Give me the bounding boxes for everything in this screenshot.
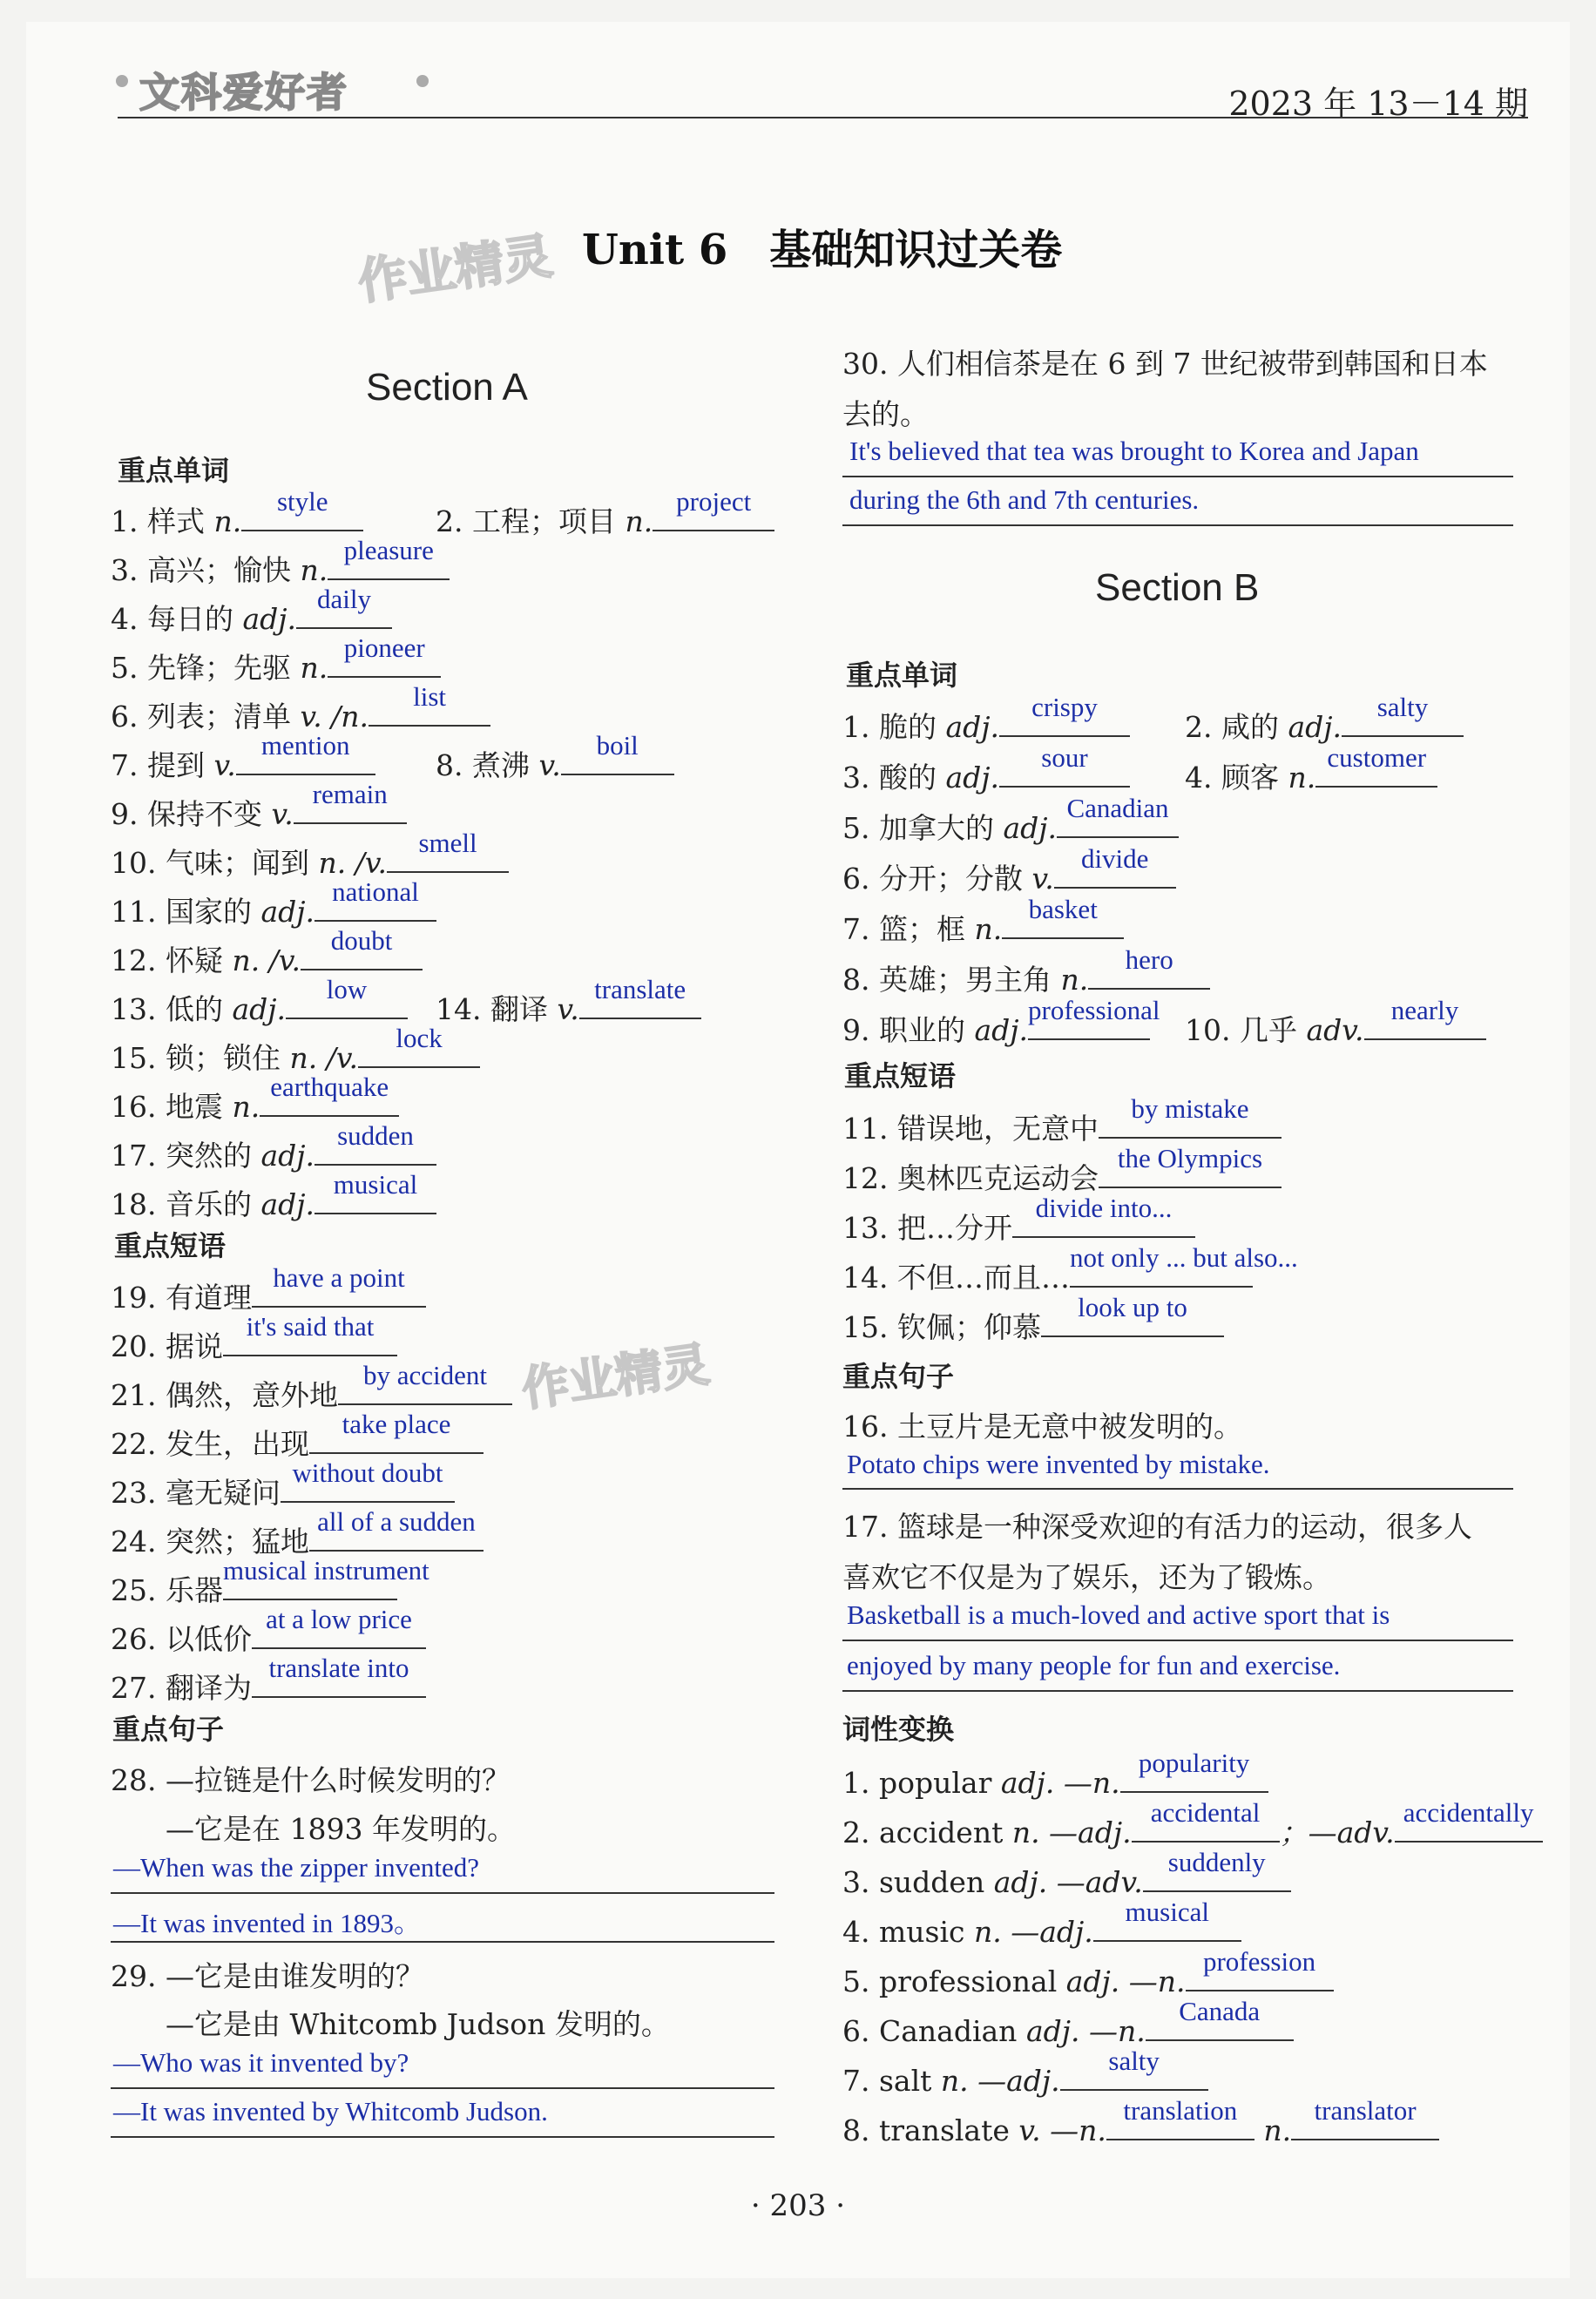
answer-text: salty (1108, 2045, 1160, 2076)
section-a-heading: Section A (366, 366, 528, 409)
part-of-speech: adj. —n. (1000, 1766, 1120, 1800)
part-of-speech: adj. (945, 761, 999, 795)
answer-text: suddenly (1167, 1847, 1266, 1877)
item-prompt: 3. sudden (842, 1865, 994, 1899)
word-item-a (111, 876, 436, 930)
word-form-item (842, 1946, 1334, 1998)
answer-line (842, 524, 1513, 526)
answer-text: pleasure (343, 535, 434, 565)
header-issue: 2023 年 13－14 期 (1228, 85, 1528, 123)
item-prompt: 24. 突然；猛地 (111, 1525, 309, 1559)
item-prompt: 2. 咸的 (1185, 710, 1288, 744)
answer-blank[interactable] (236, 730, 375, 775)
item-prompt: 9. 职业的 (842, 1013, 975, 1047)
word-item-a (111, 779, 407, 833)
answer-text: daily (317, 584, 371, 614)
answer-text: not only ... but also... (1069, 1242, 1298, 1273)
part-of-speech: adj. (974, 1013, 1028, 1047)
item-prompt: 7. salt (842, 2064, 941, 2098)
answer-blank[interactable] (1028, 995, 1160, 1040)
page-number: · 203 · (750, 2188, 846, 2223)
word-item-a (111, 535, 450, 589)
part-of-speech: n. /v. (289, 1041, 359, 1075)
answer-text: translate (594, 974, 686, 1004)
answer-blank[interactable] (1186, 1946, 1334, 1991)
answer-text: sour (1041, 742, 1088, 773)
word-item-a (111, 730, 375, 784)
answer-blank[interactable] (314, 1120, 436, 1166)
phrase-item-a (111, 1555, 429, 1609)
phrase-item-a (111, 1262, 426, 1316)
answer-text: low (326, 974, 368, 1004)
item-prompt: 20. 据说 (111, 1329, 223, 1363)
part-of-speech: n. —adj. (940, 2064, 1060, 2098)
answer-blank[interactable] (222, 1555, 429, 1600)
phrase-item-b (842, 1093, 1282, 1147)
word-item-a (111, 1023, 480, 1077)
answer-text: divide (1080, 843, 1149, 874)
answer-line (111, 2087, 774, 2089)
item-prompt: 3. 高兴；愉快 (111, 553, 301, 587)
answer-text: pioneer (343, 632, 425, 663)
word-form-item (842, 2045, 1208, 2098)
q28-answer-cn: —它是在 1893 年发明的。 (166, 1812, 516, 1846)
answer-blank[interactable] (653, 486, 774, 531)
answer-blank[interactable] (358, 1023, 480, 1068)
item-prompt: 1. 样式 (111, 504, 214, 538)
answer-line (842, 476, 1513, 477)
answer-blank[interactable] (387, 828, 509, 873)
answer-text: musical instrument (222, 1555, 429, 1586)
header-dot (116, 75, 128, 87)
q30-answer-2: during the 6th and 7th centuries. (849, 484, 1200, 515)
answer-text: musical (333, 1169, 418, 1200)
item-prompt: 11. 错误地，无意中 (842, 1112, 1099, 1146)
q16-answer: Potato chips were invented by mistake. (847, 1449, 1270, 1479)
part-of-speech: v. (271, 797, 294, 831)
part-of-speech: adj. (260, 1139, 314, 1173)
item-prompt: 4. 每日的 (111, 602, 243, 636)
phrase-item-a (111, 1311, 397, 1365)
answer-text: smell (418, 828, 477, 858)
part-of-speech: v. —n. (1018, 2113, 1106, 2147)
answer-blank[interactable] (1146, 1996, 1294, 2041)
words-heading-b: 重点单词 (846, 659, 958, 692)
answer-text: style (276, 486, 328, 517)
answer-blank[interactable] (241, 486, 363, 531)
part-of-speech: adj. —n. (1025, 2014, 1146, 2048)
part-of-speech: n. /v. (318, 846, 388, 880)
item-prompt: 10. 气味；闻到 (111, 846, 319, 880)
phrase-item-b (842, 1143, 1282, 1197)
item-prompt: 14. 翻译 (436, 992, 558, 1026)
answer-blank[interactable] (1395, 1797, 1543, 1843)
part-of-speech: adj. (945, 710, 999, 744)
answer-text: nearly (1390, 995, 1459, 1025)
phrase-item-a (111, 1506, 484, 1560)
answer-blank[interactable] (252, 1653, 426, 1698)
answer-text: take place (342, 1409, 451, 1439)
item-prompt: 25. 乐器 (111, 1573, 223, 1607)
answer-text: national (332, 876, 419, 907)
phrases-heading-a: 重点短语 (114, 1229, 227, 1262)
item-prompt: 8. 英雄；男主角 (842, 963, 1061, 997)
answer-line (111, 2136, 774, 2138)
answer-blank[interactable] (1106, 2095, 1254, 2140)
word-item-b (842, 894, 1124, 948)
answer-text: boil (596, 730, 639, 761)
header-logo: 文科爱好者 (139, 69, 348, 116)
watermark: 作业精灵 (355, 227, 557, 312)
answer-blank[interactable] (281, 1457, 455, 1503)
item-prompt: 18. 音乐的 (111, 1187, 261, 1221)
phrase-item-a (111, 1360, 512, 1414)
separator: n. (1254, 2113, 1292, 2147)
item-prompt: 14. 不但…而且… (842, 1261, 1070, 1295)
part-of-speech: v. (538, 748, 561, 782)
word-item-a (111, 828, 509, 882)
separator: ；—adv. (1279, 1816, 1395, 1849)
item-prompt: 4. music (842, 1915, 974, 1949)
answer-blank[interactable] (1342, 692, 1464, 737)
item-prompt: 7. 篮；框 (842, 912, 975, 946)
item-prompt: 26. 以低价 (111, 1622, 252, 1656)
words-heading-a: 重点单词 (118, 454, 230, 487)
word-item-b (1185, 742, 1437, 796)
item-prompt: 6. Canadian (842, 2014, 1026, 2048)
answer-line (842, 1488, 1513, 1490)
item-prompt: 7. 提到 (111, 748, 214, 782)
word-form-item (842, 1847, 1291, 1899)
item-prompt: 15. 钦佩；仰慕 (842, 1310, 1041, 1344)
answer-text: lock (396, 1023, 443, 1053)
answer-text: popularity (1138, 1748, 1250, 1778)
word-item-a (111, 1072, 399, 1126)
answer-text: by accident (362, 1360, 487, 1390)
answer-blank[interactable] (338, 1360, 512, 1405)
word-item-a (111, 486, 363, 540)
phrases-heading-b: 重点短语 (844, 1059, 957, 1092)
header-dot (416, 75, 429, 87)
part-of-speech: adj. (242, 602, 296, 636)
word-item-b (1185, 995, 1486, 1049)
answer-text: it's said that (246, 1311, 375, 1342)
item-prompt: 10. 几乎 (1185, 1013, 1307, 1047)
header-rule (118, 117, 1528, 118)
word-item-b (1185, 692, 1464, 746)
item-prompt: 23. 毫无疑问 (111, 1476, 281, 1510)
answer-text: earthquake (270, 1072, 389, 1102)
answer-blank[interactable] (561, 730, 674, 775)
answer-blank[interactable] (1060, 2045, 1208, 2091)
part-of-speech: adv. (1306, 1013, 1364, 1047)
q17-line1: 17. 篮球是一种深受欢迎的有活力的运动，很多人 (842, 1510, 1472, 1544)
answer-blank[interactable] (1291, 2095, 1439, 2140)
answer-blank[interactable] (252, 1262, 426, 1308)
answer-text: crispy (1031, 692, 1098, 722)
answer-blank[interactable] (1099, 1093, 1282, 1139)
word-item-a (111, 1169, 436, 1223)
sentences-heading-a: 重点句子 (112, 1713, 225, 1746)
answer-text: accidentally (1403, 1797, 1534, 1828)
item-prompt: 5. 加拿大的 (842, 811, 1004, 845)
item-prompt: 1. 脆的 (842, 710, 946, 744)
part-of-speech: v. (213, 748, 236, 782)
q17-answer-2: enjoyed by many people for fun and exercise. (847, 1650, 1341, 1680)
part-of-speech: adj. —n. (1065, 1964, 1186, 1998)
item-prompt: 15. 锁；锁住 (111, 1041, 290, 1075)
answer-text: Canada (1179, 1996, 1261, 2026)
q17-line2: 喜欢它不仅是为了娱乐，还为了锻炼。 (842, 1560, 1331, 1594)
q30-line2: 去的。 (842, 397, 929, 431)
answer-blank[interactable] (1041, 1292, 1224, 1337)
item-prompt: 8. 煮沸 (436, 748, 539, 782)
answer-blank[interactable] (328, 632, 441, 678)
forms-heading: 词性变换 (842, 1713, 955, 1746)
answer-blank[interactable] (1143, 1847, 1291, 1892)
part-of-speech: n. (1060, 963, 1089, 997)
answer-text: remain (312, 779, 388, 809)
answer-blank[interactable] (1093, 1897, 1241, 1942)
item-prompt: 21. 偶然，意外地 (111, 1378, 338, 1412)
item-prompt: 6. 列表；清单 (111, 700, 301, 734)
answer-text: Canadian (1066, 793, 1169, 823)
phrase-item-b (842, 1292, 1224, 1346)
part-of-speech: adj. —adv. (993, 1865, 1143, 1899)
word-item-a (436, 486, 774, 540)
word-form-item (842, 1797, 1543, 1851)
answer-blank[interactable] (1069, 1242, 1298, 1288)
part-of-speech: n. (213, 504, 242, 538)
q29-answer-1: —Who was it invented by? (113, 2047, 409, 2078)
part-of-speech: adj. (1003, 811, 1057, 845)
item-prompt: 5. professional (842, 1964, 1066, 1998)
item-prompt: 12. 奥林匹克运动会 (842, 1161, 1099, 1195)
answer-blank[interactable] (309, 1506, 484, 1552)
word-item-a (111, 584, 392, 638)
answer-blank[interactable] (294, 779, 407, 824)
phrase-item-a (111, 1604, 426, 1658)
word-item-b (842, 692, 1130, 746)
part-of-speech: n. (1288, 761, 1316, 795)
part-of-speech: n. (300, 553, 328, 587)
answer-text: professional (1028, 995, 1160, 1025)
answer-text: translation (1123, 2095, 1238, 2126)
item-prompt: 5. 先锋；先驱 (111, 651, 301, 685)
word-item-a (111, 681, 490, 735)
part-of-speech: v. (557, 992, 579, 1026)
q28-question: 28. —拉链是什么时候发明的？ (111, 1763, 511, 1797)
part-of-speech: n. (300, 651, 328, 685)
answer-text: musical (1125, 1897, 1209, 1927)
item-prompt: 13. 把…分开 (842, 1211, 1012, 1245)
answer-line (842, 1640, 1513, 1641)
answer-blank[interactable] (999, 742, 1130, 788)
item-prompt: 22. 发生，出现 (111, 1427, 309, 1461)
answer-blank[interactable] (1057, 793, 1179, 838)
word-form-item (842, 1996, 1294, 2048)
section-b-heading: Section B (1095, 566, 1260, 609)
answer-blank[interactable] (286, 974, 408, 1019)
answer-text: translate into (268, 1653, 409, 1683)
answer-blank[interactable] (314, 1169, 436, 1214)
answer-blank[interactable] (369, 681, 490, 727)
answer-line (842, 1690, 1513, 1692)
q28-answer-2: —It was invented in 1893。 (113, 1908, 422, 1938)
answer-blank[interactable] (1012, 1193, 1195, 1238)
item-prompt: 27. 翻译为 (111, 1671, 252, 1705)
word-item-b (842, 995, 1160, 1049)
answer-blank[interactable] (1002, 894, 1124, 939)
answer-blank[interactable] (1120, 1748, 1268, 1793)
q17-answer-1: Basketball is a much-loved and active sport that is (847, 1599, 1390, 1630)
answer-blank[interactable] (1088, 944, 1210, 990)
word-form-item (842, 2095, 1439, 2147)
part-of-speech: adj. (260, 1187, 314, 1221)
word-item-b (842, 793, 1179, 847)
answer-blank[interactable] (296, 584, 392, 629)
part-of-speech: adj. (1288, 710, 1342, 744)
answer-text: basket (1028, 894, 1098, 924)
answer-text: divide into... (1035, 1193, 1173, 1223)
answer-text: all of a sudden (317, 1506, 476, 1537)
answer-text: doubt (330, 925, 393, 956)
phrase-item-a (111, 1409, 484, 1463)
answer-blank[interactable] (1132, 1797, 1280, 1843)
sentences-heading-b: 重点句子 (842, 1360, 955, 1393)
answer-text: look up to (1078, 1292, 1187, 1322)
word-form-item (842, 1897, 1241, 1949)
word-item-b (842, 843, 1176, 897)
answer-blank[interactable] (301, 925, 423, 970)
answer-blank[interactable] (309, 1409, 484, 1454)
item-prompt: 12. 怀疑 (111, 943, 233, 977)
word-item-a (436, 730, 674, 784)
word-item-b (842, 742, 1130, 796)
word-item-b (842, 944, 1210, 998)
answer-text: customer (1327, 742, 1427, 773)
part-of-speech: n. (232, 1090, 260, 1124)
answer-blank[interactable] (999, 692, 1130, 737)
answer-text: at a low price (266, 1604, 412, 1634)
answer-text: accidental (1150, 1797, 1261, 1828)
answer-text: translator (1314, 2095, 1417, 2126)
q28-answer-1: —When was the zipper invented? (113, 1852, 480, 1883)
answer-blank[interactable] (1054, 843, 1176, 889)
page-title: Unit 6 基础知识过关卷 (582, 226, 1063, 274)
word-item-a (111, 974, 408, 1028)
answer-blank[interactable] (1315, 742, 1437, 788)
answer-text: hero (1125, 944, 1173, 975)
answer-text: salty (1376, 692, 1429, 722)
q30-answer-1: It's believed that tea was brought to Korea and Japan (849, 436, 1419, 466)
answer-text: project (676, 486, 752, 517)
item-prompt: 2. accident (842, 1816, 1012, 1849)
part-of-speech: v. (1031, 862, 1054, 896)
watermark: 作业精灵 (518, 1336, 713, 1417)
q30-line1: 30. 人们相信茶是在 6 到 7 世纪被带到韩国和日本 (842, 347, 1488, 381)
part-of-speech: n. /v. (232, 943, 301, 977)
answer-blank[interactable] (1364, 995, 1486, 1040)
answer-blank[interactable] (223, 1311, 397, 1356)
answer-blank[interactable] (252, 1604, 426, 1649)
q29-answer-cn: —它是由 Whitcomb Judson 发明的。 (166, 2007, 670, 2041)
answer-text: without doubt (292, 1457, 443, 1488)
answer-line (111, 1892, 774, 1894)
part-of-speech: n. (625, 504, 653, 538)
q16-question: 16. 土豆片是无意中被发明的。 (842, 1410, 1242, 1444)
item-prompt: 2. 工程；项目 (436, 504, 626, 538)
answer-text: sudden (337, 1120, 414, 1151)
phrase-item-a (111, 1653, 426, 1707)
part-of-speech: n. —adj. (1011, 1816, 1132, 1849)
phrase-item-b (842, 1242, 1298, 1296)
phrase-item-b (842, 1193, 1195, 1247)
part-of-speech: n. —adj. (973, 1915, 1093, 1949)
answer-blank[interactable] (328, 535, 450, 580)
item-prompt: 13. 低的 (111, 992, 233, 1026)
answer-blank[interactable] (314, 876, 436, 922)
item-prompt: 19. 有道理 (111, 1281, 252, 1315)
item-prompt: 1. popular (842, 1766, 1001, 1800)
word-item-a (111, 925, 423, 979)
item-prompt: 17. 突然的 (111, 1139, 261, 1173)
item-prompt: 8. translate (842, 2113, 1019, 2147)
part-of-speech: n. (974, 912, 1003, 946)
phrase-item-a (111, 1457, 455, 1511)
item-prompt: 3. 酸的 (842, 761, 946, 795)
item-prompt: 4. 顾客 (1185, 761, 1288, 795)
item-prompt: 9. 保持不变 (111, 797, 272, 831)
answer-line (111, 1941, 774, 1943)
answer-text: by mistake (1131, 1093, 1249, 1124)
item-prompt: 11. 国家的 (111, 895, 261, 929)
q29-question: 29. —它是由谁发明的？ (111, 1959, 424, 1993)
word-item-a (111, 632, 441, 686)
q29-answer-2: —It was invented by Whitcomb Judson. (113, 2096, 548, 2127)
word-item-a (111, 1120, 436, 1174)
answer-text: profession (1202, 1946, 1316, 1977)
answer-text: the Olympics (1117, 1143, 1263, 1173)
part-of-speech: v. /n. (300, 700, 369, 734)
answer-blank[interactable] (579, 974, 701, 1019)
part-of-speech: adj. (232, 992, 286, 1026)
item-prompt: 6. 分开；分散 (842, 862, 1032, 896)
word-item-a (436, 974, 701, 1028)
answer-text: have a point (273, 1262, 405, 1293)
answer-blank[interactable] (260, 1072, 399, 1117)
answer-text: mention (260, 730, 350, 761)
answer-text: list (413, 681, 446, 712)
word-form-item (842, 1748, 1268, 1800)
answer-blank[interactable] (1099, 1143, 1282, 1188)
part-of-speech: adj. (260, 895, 314, 929)
item-prompt: 16. 地震 (111, 1090, 233, 1124)
